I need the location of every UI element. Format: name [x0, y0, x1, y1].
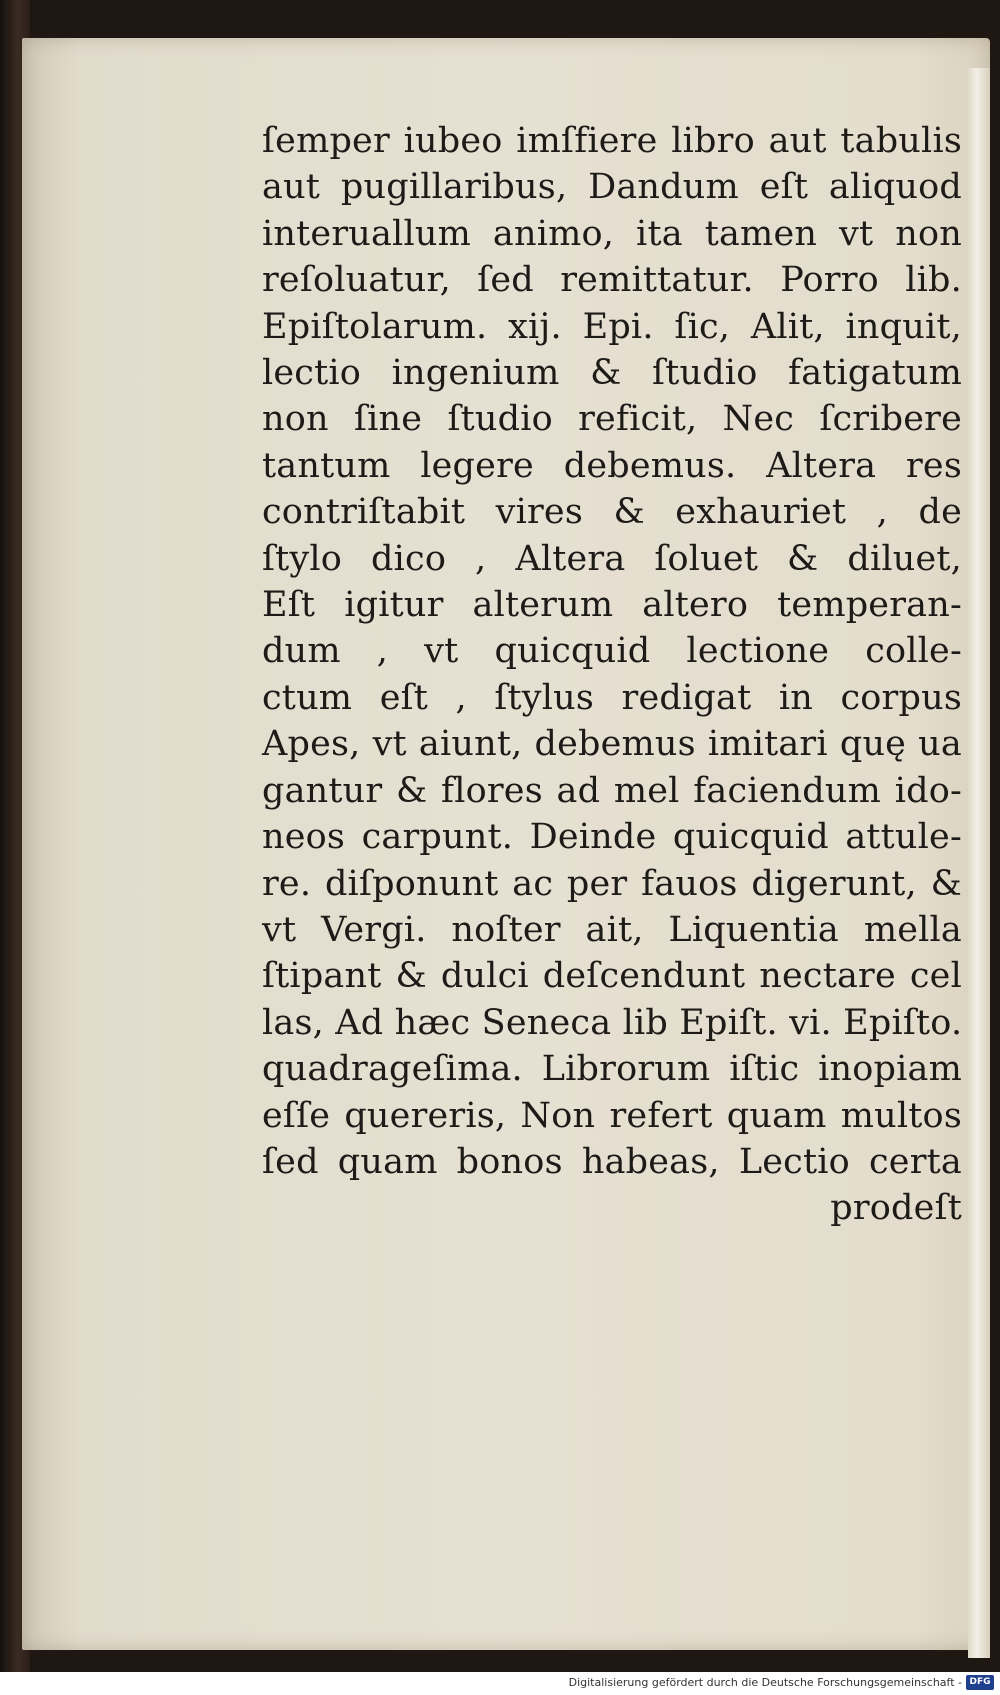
text-line: lectio ingenium & ſtudio fatigatum [262, 353, 962, 394]
text-line: dum , vt quicquid lectione colle- [262, 631, 962, 672]
text-block [262, 118, 962, 1232]
text-line: Epiſtolarum. xij. Epi. ſic, Alit, inquit, [262, 306, 962, 347]
page-edge [968, 68, 990, 1658]
text-line: aut pugillaribus, Dandum eſt aliquod [262, 167, 962, 208]
text-line: gantur & flores ad mel faciendum ido- [262, 770, 962, 811]
text-line: Eſt igitur alterum altero temperan- [262, 585, 962, 626]
text-line: tantum legere debemus. Altera res [262, 445, 962, 486]
text-line: non ſine ſtudio reficit, Nec ſcribere [262, 399, 962, 440]
text-line: reſoluatur, ſed remittatur. Porro lib. [262, 260, 962, 301]
text-line: las, Ad hæc Seneca lib Epiſt. vi. Epiſto. [262, 1002, 963, 1043]
text-line: ſed quam bonos habeas, Lectio certa [262, 1141, 962, 1182]
text-line: neos carpunt. Deinde quicquid attule- [262, 817, 962, 858]
text-line: ſtipant & dulci deſcendunt nectare cel [262, 956, 962, 997]
text-line: interuallum animo, ita tamen vt non [262, 213, 962, 254]
catchword: prodeſt [830, 1188, 962, 1229]
text-line: ctum eſt , ſtylus redigat in corpus [262, 677, 962, 718]
dfg-logo: DFG [966, 1675, 994, 1690]
text-line: ſemper iubeo imſfiere libro aut tabulis [262, 121, 962, 161]
text-line: Apes, vt aiunt, debemus imitari quę ua [262, 724, 962, 765]
text-line: quadrageſima. Librorum iſtic inopiam [262, 1049, 962, 1090]
text-line: ſtylo dico , Altera ſoluet & diluet, [262, 538, 962, 579]
text-line: vt Vergi. noſter ait, Liquentia mella [262, 909, 962, 950]
text-line: re. diſponunt ac per fauos digerunt, & [262, 863, 962, 904]
footer-bar [0, 1672, 1000, 1695]
text-line: eſſe quereris, Non refert quam multos [262, 1095, 962, 1136]
funding-credit: Digitalisierung gefördert durch die Deutsche Forschungsgemeinschaft - [568, 1676, 962, 1689]
text-line: contriſtabit vires & exhauriet , de [262, 492, 962, 533]
